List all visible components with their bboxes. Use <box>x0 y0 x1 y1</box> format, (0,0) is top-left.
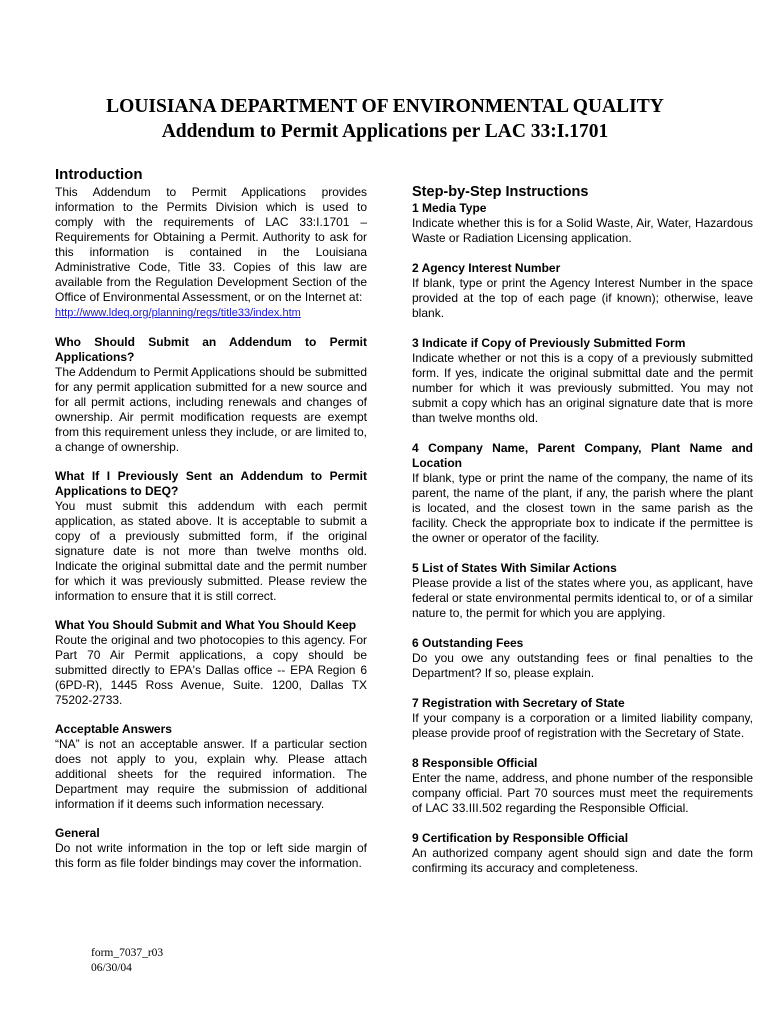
step-text: If blank, type or print the name of the company, the name of its parent, the name of the plant, if any, the parish where the plant is located, and the closest town in the same parish as the facility. Check the appropriate box to indicate if the permittee is the owner or operator of the facility. <box>412 471 753 545</box>
section-heading: Acceptable Answers <box>55 722 172 736</box>
title33-link[interactable]: http://www.ldeq.org/planning/regs/title33/index.htm <box>55 307 301 319</box>
step-1 <box>412 201 753 246</box>
section-heading: Who Should Submit an Addendum to Permit Applications? <box>55 335 367 364</box>
introduction-text: This Addendum to Permit Applications provides information to the Permits Division which is used to comply with the requirements of LAC 33:I.1701 – Requirements for Obtaining a Permit. Authority to ask for this information is contained in the Louisiana Administrative Code, Title 33. Copies of this law are available from the Regulation Development Section of the Office of Environmental Assessment, or on the Internet at: <box>55 185 367 304</box>
step-9 <box>412 831 753 876</box>
step-text: Please provide a list of the states where you, as applicant, have federal or state environmental permits identical to, or of a similar nature to, the permit for which you are applying. <box>412 576 753 620</box>
step-3 <box>412 336 753 426</box>
acceptable-answers-section <box>55 722 367 812</box>
step-text: Enter the name, address, and phone number of the responsible company official. Part 70 sources must meet the requirements of LAC 33.III.502 regarding the Responsible Official. <box>412 771 753 815</box>
introduction-section <box>55 165 367 321</box>
section-text: Do not write information in the top or left side margin of this form as file folder bindings may cover the information. <box>55 841 367 870</box>
document-title: LOUISIANA DEPARTMENT OF ENVIRONMENTAL QUALITY <box>106 96 664 117</box>
general-section <box>55 826 367 871</box>
section-text: You must submit this addendum with each permit application, as stated above. It is acceptable to submit a copy of a previously submitted form, if the original signature date is not more than twelve months old. Indicate the original submittal date and the permit number for which it was previously submitted. Please review the information to ensure that it is still correct. <box>55 499 367 603</box>
submit-and-keep-section <box>55 618 367 708</box>
document-subtitle: Addendum to Permit Applications per LAC 33:I.1701 <box>161 121 609 142</box>
section-text: Route the original and two photocopies to this agency. For Part 70 Air Permit applications, a copy should be submitted directly to EPA's Dallas office -- EPA Region 6 (6PD-R), 1445 Ross Avenue, Suite. 1200, Dallas TX 75202-2733. <box>55 633 367 707</box>
step-heading: 8 Responsible Official <box>412 756 538 770</box>
step-heading: 5 List of States With Similar Actions <box>412 561 617 575</box>
previously-sent-section <box>55 469 367 604</box>
right-column <box>412 183 753 891</box>
section-heading: General <box>55 826 100 840</box>
step-5 <box>412 561 753 621</box>
step-heading: 6 Outstanding Fees <box>412 636 524 650</box>
step-heading: 3 Indicate if Copy of Previously Submitted Form <box>412 336 686 350</box>
form-footer <box>91 946 163 976</box>
introduction-heading: Introduction <box>55 166 143 183</box>
step-heading: 4 Company Name, Parent Company, Plant Name and Location <box>412 441 753 470</box>
step-text: If blank, type or print the Agency Interest Number in the space provided at the top of each page (if known); otherwise, leave blank. <box>412 276 753 320</box>
step-2 <box>412 261 753 321</box>
step-text: Indicate whether or not this is a copy of a previously submitted form. If yes, indicate the original submittal date and the permit number for which it was previously submitted. You may not submit a copy which has an original signature date that is more than twelve months old. <box>412 351 753 425</box>
section-text: “NA” is not an acceptable answer. If a particular section does not apply to you, explain why. Please attach additional sheets for the required information. The Department may require the submission of additional information if it deems such information necessary. <box>55 737 367 811</box>
section-heading: What If I Previously Sent an Addendum to Permit Applications to DEQ? <box>55 469 367 498</box>
step-text: Do you owe any outstanding fees or final penalties to the Department? If so, please explain. <box>412 651 753 680</box>
left-column <box>55 165 367 885</box>
step-text: An authorized company agent should sign and date the form confirming its accuracy and completeness. <box>412 846 753 875</box>
step-8 <box>412 756 753 816</box>
step-heading: 1 Media Type <box>412 201 487 215</box>
step-heading: 9 Certification by Responsible Official <box>412 831 629 845</box>
who-should-submit-section <box>55 335 367 455</box>
step-heading: 7 Registration with Secretary of State <box>412 696 625 710</box>
form-id: form_7037_r03 <box>91 947 164 959</box>
step-text: Indicate whether this is for a Solid Waste, Air, Water, Hazardous Waste or Radiation Licensing application. <box>412 216 753 245</box>
section-text: The Addendum to Permit Applications should be submitted for any permit application submitted for a new source and for all permit actions, including renewals and changes of ownership. Air permit modification requests are exempt from this requirement unless they include, or are limited to, a change of ownership. <box>55 365 367 454</box>
form-date: 06/30/04 <box>91 962 132 974</box>
step-4 <box>412 441 753 546</box>
section-heading: What You Should Submit and What You Should Keep <box>55 618 357 632</box>
step-text: If your company is a corporation or a limited liability company, please provide proof of registration with the Secretary of State. <box>412 711 753 740</box>
step-7 <box>412 696 753 741</box>
step-6 <box>412 636 753 681</box>
instructions-heading: Step-by-Step Instructions <box>412 184 589 200</box>
step-heading: 2 Agency Interest Number <box>412 261 561 275</box>
